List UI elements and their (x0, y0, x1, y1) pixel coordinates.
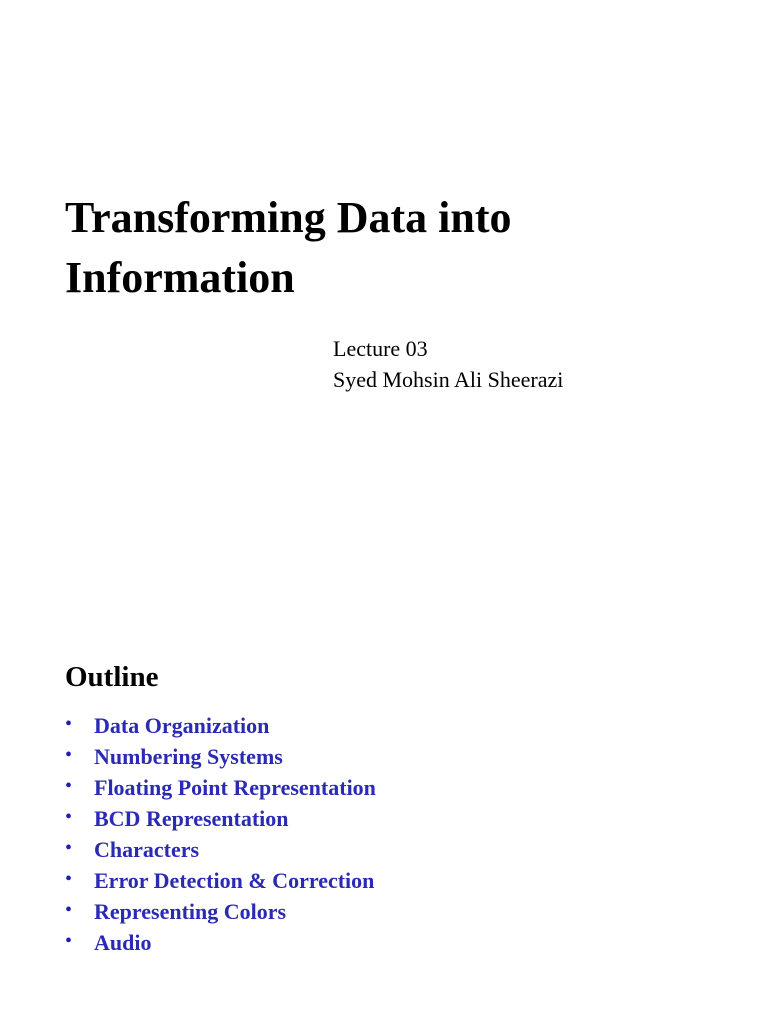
outline-item-label[interactable]: Audio (94, 930, 152, 955)
bullet-icon: • (65, 868, 73, 890)
outline-item-label[interactable]: Error Detection & Correction (94, 868, 375, 893)
bullet-icon: • (65, 713, 73, 735)
lecture-number: Lecture 03 (333, 336, 428, 361)
slide-title-line-2: Information (65, 253, 295, 302)
slide-title-line-1: Transforming Data into (65, 193, 512, 242)
slide-title (65, 188, 725, 308)
subtitle-block (333, 333, 563, 395)
bullet-icon: • (65, 806, 73, 828)
bullet-icon: • (65, 744, 73, 766)
bullet-icon: • (65, 899, 73, 921)
outline-item-label[interactable]: BCD Representation (94, 806, 289, 831)
outline-item-label[interactable]: Characters (94, 837, 200, 862)
bullet-icon: • (65, 775, 73, 797)
bullet-icon: • (65, 930, 73, 952)
author-name: Syed Mohsin Ali Sheerazi (333, 367, 564, 392)
outline-item-label[interactable]: Data Organization (94, 713, 270, 738)
outline-item-label[interactable]: Numbering Systems (94, 744, 283, 769)
outline-item-label[interactable]: Representing Colors (94, 899, 287, 924)
bullet-icon: • (65, 837, 73, 859)
outline-heading: Outline (65, 661, 159, 693)
outline-item-label[interactable]: Floating Point Representation (94, 775, 376, 800)
